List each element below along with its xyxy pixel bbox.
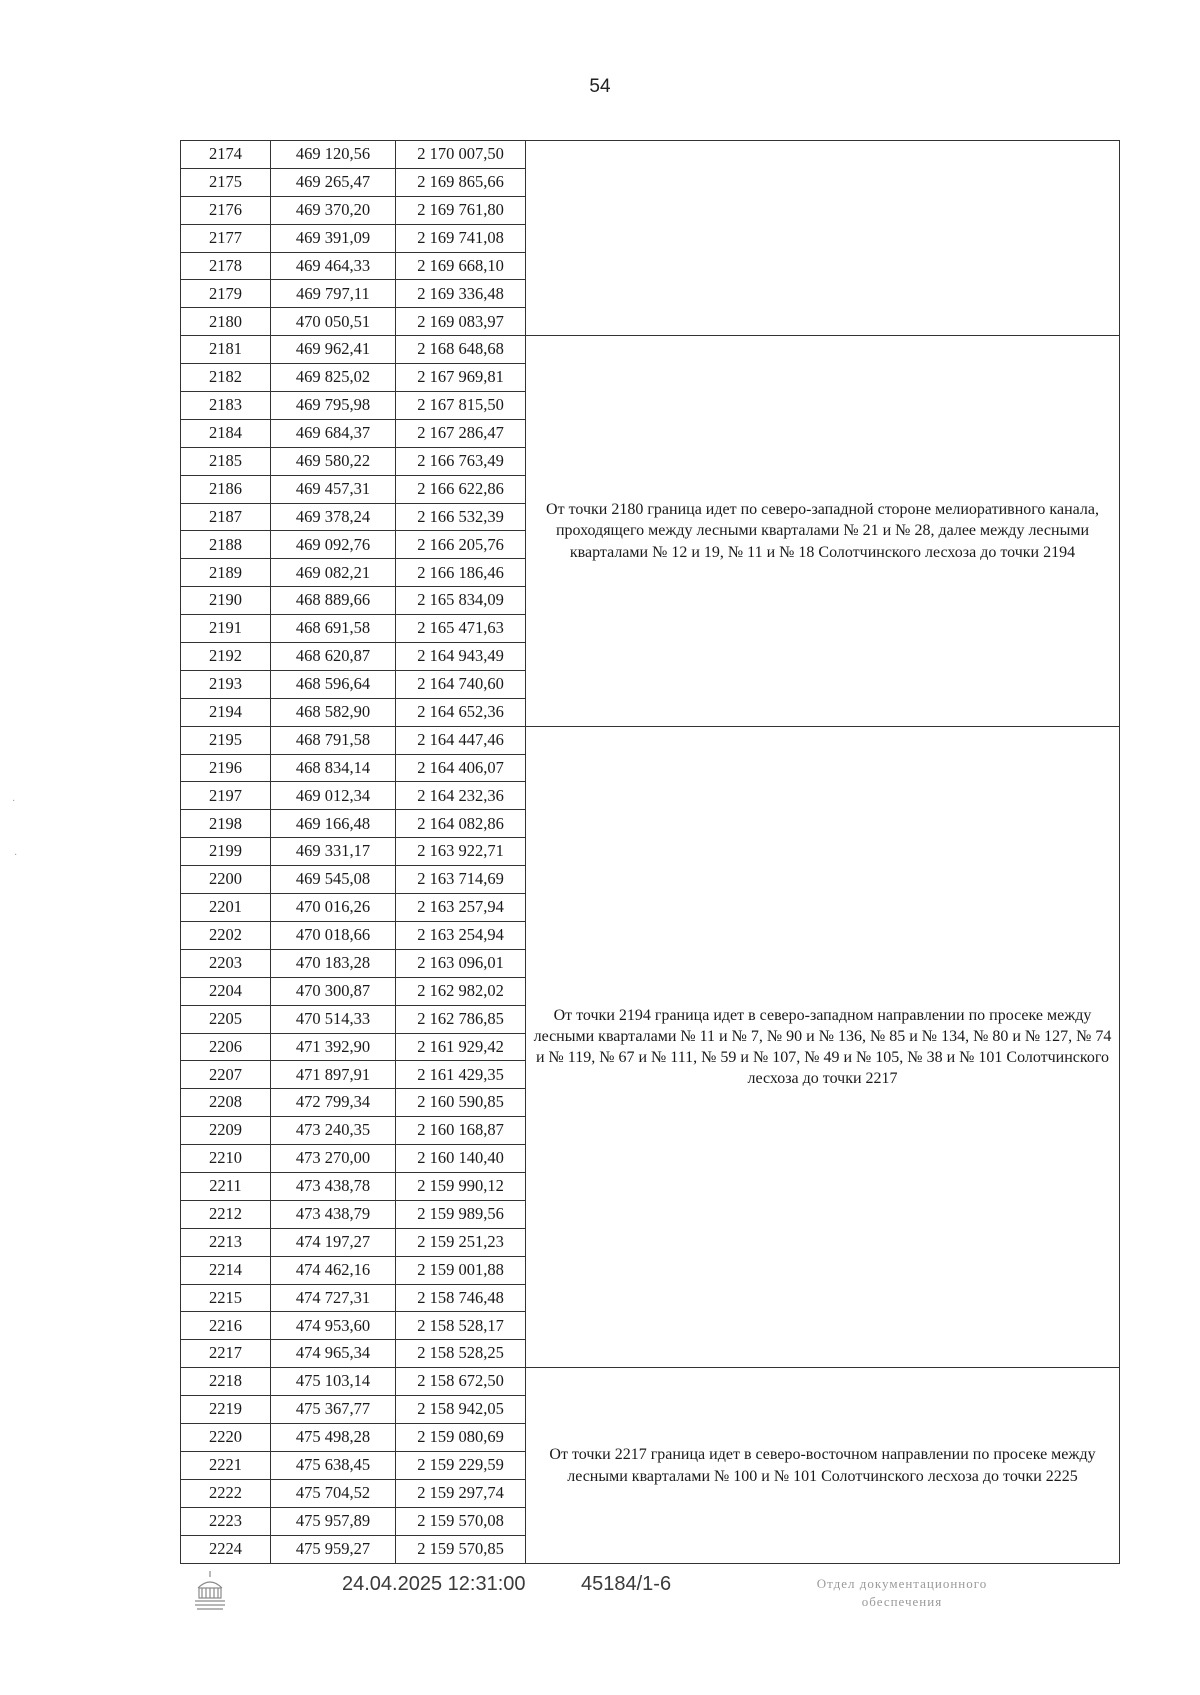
x-coordinate-cell: 469 012,34: [271, 782, 396, 810]
y-coordinate-cell: 2 164 652,36: [396, 698, 526, 726]
x-coordinate-cell: 469 580,22: [271, 447, 396, 475]
x-coordinate-cell: 469 370,20: [271, 196, 396, 224]
point-number-cell: 2176: [181, 196, 271, 224]
x-coordinate-cell: 468 691,58: [271, 615, 396, 643]
coordinates-table-body: [181, 141, 1120, 1564]
point-number-cell: 2206: [181, 1033, 271, 1061]
x-coordinate-cell: 473 438,79: [271, 1200, 396, 1228]
y-coordinate-cell: 2 164 232,36: [396, 782, 526, 810]
department-stamp: [742, 1575, 1062, 1610]
x-coordinate-cell: 469 265,47: [271, 168, 396, 196]
point-number-cell: 2221: [181, 1451, 271, 1479]
x-coordinate-cell: 469 331,17: [271, 838, 396, 866]
x-coordinate-cell: 469 545,08: [271, 866, 396, 894]
y-coordinate-cell: 2 159 990,12: [396, 1172, 526, 1200]
point-number-cell: 2224: [181, 1535, 271, 1563]
document-number: 45184/1-6: [581, 1573, 672, 1595]
point-number-cell: 2185: [181, 447, 271, 475]
y-coordinate-cell: 2 159 297,74: [396, 1479, 526, 1507]
point-number-cell: 2193: [181, 670, 271, 698]
x-coordinate-cell: 468 582,90: [271, 698, 396, 726]
y-coordinate-cell: 2 159 229,59: [396, 1451, 526, 1479]
point-number-cell: 2202: [181, 921, 271, 949]
point-number-cell: 2219: [181, 1396, 271, 1424]
y-coordinate-cell: 2 159 251,23: [396, 1228, 526, 1256]
point-number-cell: 2179: [181, 280, 271, 308]
point-number-cell: 2188: [181, 531, 271, 559]
x-coordinate-cell: 475 704,52: [271, 1479, 396, 1507]
x-coordinate-cell: 468 889,66: [271, 587, 396, 615]
y-coordinate-cell: 2 161 929,42: [396, 1033, 526, 1061]
x-coordinate-cell: 471 897,91: [271, 1061, 396, 1089]
y-coordinate-cell: 2 170 007,50: [396, 141, 526, 169]
x-coordinate-cell: 473 240,35: [271, 1117, 396, 1145]
y-coordinate-cell: 2 158 672,50: [396, 1368, 526, 1396]
x-coordinate-cell: 469 684,37: [271, 419, 396, 447]
y-coordinate-cell: 2 164 447,46: [396, 726, 526, 754]
y-coordinate-cell: 2 164 406,07: [396, 754, 526, 782]
y-coordinate-cell: 2 163 922,71: [396, 838, 526, 866]
point-number-cell: 2205: [181, 1005, 271, 1033]
y-coordinate-cell: 2 163 254,94: [396, 921, 526, 949]
point-number-cell: 2218: [181, 1368, 271, 1396]
x-coordinate-cell: 468 596,64: [271, 670, 396, 698]
point-number-cell: 2201: [181, 894, 271, 922]
y-coordinate-cell: 2 159 001,88: [396, 1256, 526, 1284]
x-coordinate-cell: 468 791,58: [271, 726, 396, 754]
point-number-cell: 2210: [181, 1145, 271, 1173]
y-coordinate-cell: 2 164 943,49: [396, 643, 526, 671]
x-coordinate-cell: 474 965,34: [271, 1340, 396, 1368]
y-coordinate-cell: 2 162 786,85: [396, 1005, 526, 1033]
point-number-cell: 2183: [181, 392, 271, 420]
x-coordinate-cell: 469 825,02: [271, 364, 396, 392]
point-number-cell: 2198: [181, 810, 271, 838]
x-coordinate-cell: 469 795,98: [271, 392, 396, 420]
y-coordinate-cell: 2 160 590,85: [396, 1089, 526, 1117]
y-coordinate-cell: 2 169 336,48: [396, 280, 526, 308]
stamp-line-1: Отдел документационного: [816, 1576, 988, 1591]
y-coordinate-cell: 2 165 834,09: [396, 587, 526, 615]
x-coordinate-cell: 475 103,14: [271, 1368, 396, 1396]
y-coordinate-cell: 2 161 429,35: [396, 1061, 526, 1089]
point-number-cell: 2192: [181, 643, 271, 671]
boundary-description-cell: [526, 141, 1120, 336]
x-coordinate-cell: 470 018,66: [271, 921, 396, 949]
point-number-cell: 2216: [181, 1312, 271, 1340]
y-coordinate-cell: 2 160 168,87: [396, 1117, 526, 1145]
point-number-cell: 2178: [181, 252, 271, 280]
x-coordinate-cell: 470 514,33: [271, 1005, 396, 1033]
x-coordinate-cell: 469 391,09: [271, 224, 396, 252]
x-coordinate-cell: 475 498,28: [271, 1423, 396, 1451]
y-coordinate-cell: 2 162 982,02: [396, 977, 526, 1005]
coordinates-table: [180, 140, 1120, 1564]
y-coordinate-cell: 2 168 648,68: [396, 336, 526, 364]
y-coordinate-cell: 2 167 969,81: [396, 364, 526, 392]
point-number-cell: 2191: [181, 615, 271, 643]
point-number-cell: 2207: [181, 1061, 271, 1089]
x-coordinate-cell: 471 392,90: [271, 1033, 396, 1061]
print-datetime: 24.04.2025 12:31:00: [342, 1573, 526, 1595]
point-number-cell: 2177: [181, 224, 271, 252]
point-number-cell: 2200: [181, 866, 271, 894]
point-number-cell: 2184: [181, 419, 271, 447]
y-coordinate-cell: 2 163 714,69: [396, 866, 526, 894]
point-number-cell: 2190: [181, 587, 271, 615]
point-number-cell: 2180: [181, 308, 271, 336]
y-coordinate-cell: 2 159 570,08: [396, 1507, 526, 1535]
y-coordinate-cell: 2 167 815,50: [396, 392, 526, 420]
scan-mark: ·: [14, 850, 18, 861]
point-number-cell: 2209: [181, 1117, 271, 1145]
x-coordinate-cell: 469 082,21: [271, 559, 396, 587]
y-coordinate-cell: 2 169 083,97: [396, 308, 526, 336]
point-number-cell: 2220: [181, 1423, 271, 1451]
point-number-cell: 2189: [181, 559, 271, 587]
x-coordinate-cell: 470 183,28: [271, 949, 396, 977]
table-row: [181, 1368, 1120, 1396]
y-coordinate-cell: 2 165 471,63: [396, 615, 526, 643]
building-emblem-icon: [190, 1568, 230, 1616]
x-coordinate-cell: 470 016,26: [271, 894, 396, 922]
scan-mark: ·: [12, 796, 16, 807]
boundary-description-cell: От точки 2217 граница идет в северо-восточном направлении по просеке между лесными кварталами № 100 и № 101 Солотчинского лесхоза до точки 2225: [526, 1368, 1120, 1564]
y-coordinate-cell: 2 169 761,80: [396, 196, 526, 224]
y-coordinate-cell: 2 167 286,47: [396, 419, 526, 447]
y-coordinate-cell: 2 158 528,25: [396, 1340, 526, 1368]
x-coordinate-cell: 475 957,89: [271, 1507, 396, 1535]
y-coordinate-cell: 2 158 528,17: [396, 1312, 526, 1340]
boundary-description-cell: От точки 2194 граница идет в северо-западном направлении по просеке между лесными кварталами № 11 и № 7, № 90 и № 136, № 85 и № 134, № 80 и № 127, № 74 и № 119, № 67 и № 111, № 59 и № 107, № 49 и № 105, № 38 и № 101 Солотчинского лесхоза до точки 2217: [526, 726, 1120, 1367]
point-number-cell: 2217: [181, 1340, 271, 1368]
point-number-cell: 2213: [181, 1228, 271, 1256]
x-coordinate-cell: 468 620,87: [271, 643, 396, 671]
point-number-cell: 2203: [181, 949, 271, 977]
x-coordinate-cell: 473 270,00: [271, 1145, 396, 1173]
x-coordinate-cell: 469 464,33: [271, 252, 396, 280]
y-coordinate-cell: 2 164 082,86: [396, 810, 526, 838]
y-coordinate-cell: 2 160 140,40: [396, 1145, 526, 1173]
point-number-cell: 2223: [181, 1507, 271, 1535]
x-coordinate-cell: 474 462,16: [271, 1256, 396, 1284]
point-number-cell: 2187: [181, 503, 271, 531]
x-coordinate-cell: 469 092,76: [271, 531, 396, 559]
x-coordinate-cell: 468 834,14: [271, 754, 396, 782]
y-coordinate-cell: 2 158 942,05: [396, 1396, 526, 1424]
x-coordinate-cell: 469 166,48: [271, 810, 396, 838]
x-coordinate-cell: 469 457,31: [271, 475, 396, 503]
point-number-cell: 2186: [181, 475, 271, 503]
y-coordinate-cell: 2 169 741,08: [396, 224, 526, 252]
y-coordinate-cell: 2 166 186,46: [396, 559, 526, 587]
point-number-cell: 2199: [181, 838, 271, 866]
y-coordinate-cell: 2 166 532,39: [396, 503, 526, 531]
page-number: 54: [589, 76, 611, 97]
point-number-cell: 2204: [181, 977, 271, 1005]
y-coordinate-cell: 2 158 746,48: [396, 1284, 526, 1312]
x-coordinate-cell: 475 367,77: [271, 1396, 396, 1424]
point-number-cell: 2208: [181, 1089, 271, 1117]
boundary-description-cell: От точки 2180 граница идет по северо-западной стороне мелиоративного канала, проходящего между лесными кварталами № 21 и № 28, далее между лесными кварталами № 12 и 19, № 11 и № 18 Солотчинского лесхоза до точки 2194: [526, 336, 1120, 726]
point-number-cell: 2175: [181, 168, 271, 196]
point-number-cell: 2195: [181, 726, 271, 754]
x-coordinate-cell: 474 727,31: [271, 1284, 396, 1312]
x-coordinate-cell: 469 797,11: [271, 280, 396, 308]
y-coordinate-cell: 2 159 570,85: [396, 1535, 526, 1563]
x-coordinate-cell: 475 638,45: [271, 1451, 396, 1479]
x-coordinate-cell: 469 378,24: [271, 503, 396, 531]
point-number-cell: 2182: [181, 364, 271, 392]
y-coordinate-cell: 2 159 989,56: [396, 1200, 526, 1228]
x-coordinate-cell: 475 959,27: [271, 1535, 396, 1563]
y-coordinate-cell: 2 169 668,10: [396, 252, 526, 280]
table-row: [181, 141, 1120, 169]
x-coordinate-cell: 474 197,27: [271, 1228, 396, 1256]
y-coordinate-cell: 2 169 865,66: [396, 168, 526, 196]
point-number-cell: 2212: [181, 1200, 271, 1228]
point-number-cell: 2215: [181, 1284, 271, 1312]
point-number-cell: 2222: [181, 1479, 271, 1507]
point-number-cell: 2181: [181, 336, 271, 364]
point-number-cell: 2196: [181, 754, 271, 782]
point-number-cell: 2211: [181, 1172, 271, 1200]
y-coordinate-cell: 2 166 622,86: [396, 475, 526, 503]
x-coordinate-cell: 470 050,51: [271, 308, 396, 336]
stamp-line-2: обеспечения: [861, 1593, 943, 1609]
x-coordinate-cell: 469 120,56: [271, 141, 396, 169]
x-coordinate-cell: 469 962,41: [271, 336, 396, 364]
point-number-cell: 2174: [181, 141, 271, 169]
y-coordinate-cell: 2 163 096,01: [396, 949, 526, 977]
y-coordinate-cell: 2 163 257,94: [396, 894, 526, 922]
table-row: [181, 336, 1120, 364]
y-coordinate-cell: 2 159 080,69: [396, 1423, 526, 1451]
x-coordinate-cell: 474 953,60: [271, 1312, 396, 1340]
point-number-cell: 2197: [181, 782, 271, 810]
x-coordinate-cell: 473 438,78: [271, 1172, 396, 1200]
y-coordinate-cell: 2 164 740,60: [396, 670, 526, 698]
point-number-cell: 2194: [181, 698, 271, 726]
point-number-cell: 2214: [181, 1256, 271, 1284]
x-coordinate-cell: 470 300,87: [271, 977, 396, 1005]
y-coordinate-cell: 2 166 205,76: [396, 531, 526, 559]
x-coordinate-cell: 472 799,34: [271, 1089, 396, 1117]
table-row: [181, 726, 1120, 754]
y-coordinate-cell: 2 166 763,49: [396, 447, 526, 475]
